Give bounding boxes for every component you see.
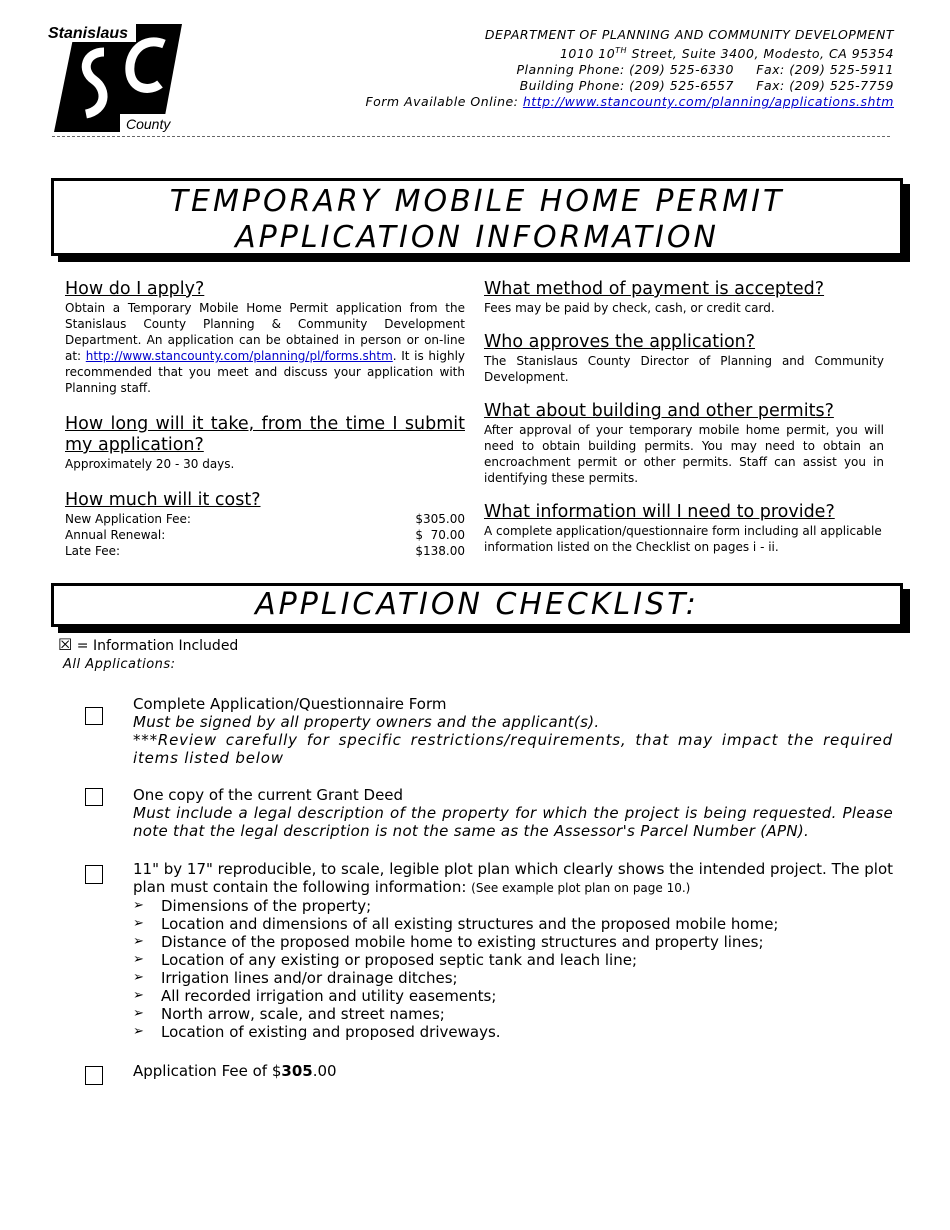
applications-link[interactable]: http://www.stancounty.com/planning/applications.shtm (522, 94, 894, 110)
page-title-box (51, 178, 903, 256)
fee-row: Annual Renewal: $ 70.00 (65, 528, 465, 542)
payment-text: Fees may be paid by check, cash, or credit card. (484, 301, 775, 315)
building-permits-text: After approval of your temporary mobile home permit, you will need to obtain building permits. You may need to obtain an encroachment permit or other permits. Staff can assist you in identifying these permits. (484, 423, 884, 485)
apply-text: Obtain a Temporary Mobile Home Permit application from the Stanislaus County Planning & Community Development Department. An application can be obtained in person or on-line at: http://www.stancounty.com/planning/pl/forms.shtm. It is highly recommended that you meet and discuss your application with Planning staff. (65, 301, 466, 395)
apply-heading: How do I apply? (65, 279, 205, 299)
header-divider (52, 136, 890, 137)
stanislaus-county-logo (46, 22, 186, 134)
timeline-text: Approximately 20 - 30 days. (65, 457, 235, 471)
department-name: DEPARTMENT OF PLANNING AND COMMUNITY DEVELOPMENT (484, 27, 894, 42)
checkbox-grant-deed[interactable] (85, 788, 103, 806)
logo-top-text: Stanislaus (48, 25, 129, 42)
list-item: ➢ Location of existing and proposed driveways. (133, 1023, 893, 1041)
plot-plan-requirements (133, 897, 893, 1041)
timeline-heading: How long will it take, from the time I submit my application? (65, 414, 465, 455)
logo-bottom-text: County (126, 116, 171, 132)
department-address: 1010 10TH Street, Suite 3400, Modesto, CA 95354 (559, 46, 894, 62)
list-item: ➢ All recorded irrigation and utility easements; (133, 987, 893, 1005)
cost-heading: How much will it cost? (65, 490, 261, 510)
information-heading: What information will I need to provide? (484, 502, 835, 522)
checklist-item-application-form: Complete Application/Questionnaire Form Must be signed by all property owners and the applicant(s). ***Review carefully for specific restrictions/requirements, that may impact the required items listed below (133, 695, 893, 767)
right-info-column (484, 279, 884, 555)
fee-row: Late Fee: $138.00 (65, 544, 465, 558)
checklist-title: APPLICATION CHECKLIST: (255, 587, 699, 622)
fee-row: New Application Fee: $305.00 (65, 512, 465, 526)
checked-box-icon: ☒ (58, 635, 73, 654)
list-item: ➢ Location of any existing or proposed septic tank and leach line; (133, 951, 893, 969)
all-applications-label: All Applications: (63, 657, 176, 672)
page-title-line2: APPLICATION INFORMATION (235, 220, 719, 255)
building-phone: Building Phone: (209) 525-6557 Fax: (209) 525-7759 (519, 78, 894, 94)
list-item: ➢ Irrigation lines and/or drainage ditches; (133, 969, 893, 987)
approver-text: The Stanislaus County Director of Planning and Community Development. (484, 354, 884, 384)
planning-phone: Planning Phone: (209) 525-6330 Fax: (209) 525-5911 (516, 62, 894, 78)
approver-heading: Who approves the application? (484, 332, 756, 352)
information-text: A complete application/questionnaire form including all applicable information listed on the Checklist on pages i - ii. (484, 524, 882, 554)
checkbox-application-form[interactable] (85, 707, 103, 725)
page-title-line1: TEMPORARY MOBILE HOME PERMIT (169, 184, 785, 219)
left-info-column (65, 279, 465, 559)
checklist-item-application-fee: Application Fee of $305.00 (133, 1062, 337, 1080)
building-permits-heading: What about building and other permits? (484, 401, 834, 421)
department-header (365, 27, 894, 110)
checklist-item-plot-plan: 11" by 17" reproducible, to scale, legible plot plan which clearly shows the intended project. The plot plan must contain the following information: (See example plot plan on page 10.) ➢ Dimensions of the property; ➢ Location and dimensions of all existing structures and the proposed mobile home; ➢ Distance of the proposed mobile home to existing structures and property lines; ➢ Location of any existing or proposed septic tank and leach line; ➢ Irrigation lines and/or drainage ditches; ➢ All recorded irrigation and utility easements; ➢ North arrow, scale, and street names; ➢ Location of existing and proposed driveways. (133, 860, 893, 1041)
list-item: ➢ Distance of the proposed mobile home to existing structures and property lines; (133, 933, 893, 951)
list-item: ➢ North arrow, scale, and street names; (133, 1005, 893, 1023)
checkbox-plot-plan[interactable] (85, 865, 103, 884)
checkbox-application-fee[interactable] (85, 1066, 103, 1085)
list-item: ➢ Dimensions of the property; (133, 897, 893, 915)
list-item: ➢ Location and dimensions of all existing structures and the proposed mobile home; (133, 915, 893, 933)
form-online: Form Available Online: http://www.stancounty.com/planning/applications.shtm (365, 94, 894, 110)
forms-link[interactable]: http://www.stancounty.com/planning/pl/forms.shtm (85, 349, 393, 363)
checklist-title-box (51, 583, 903, 627)
checkbox-legend: ☒ = Information Included (58, 635, 239, 654)
checklist-item-grant-deed: One copy of the current Grant Deed Must include a legal description of the property for which the project is being requested. Please note that the legal description is not the same as the Assessor's Parcel Number (APN). (133, 786, 893, 840)
payment-heading: What method of payment is accepted? (484, 279, 825, 299)
